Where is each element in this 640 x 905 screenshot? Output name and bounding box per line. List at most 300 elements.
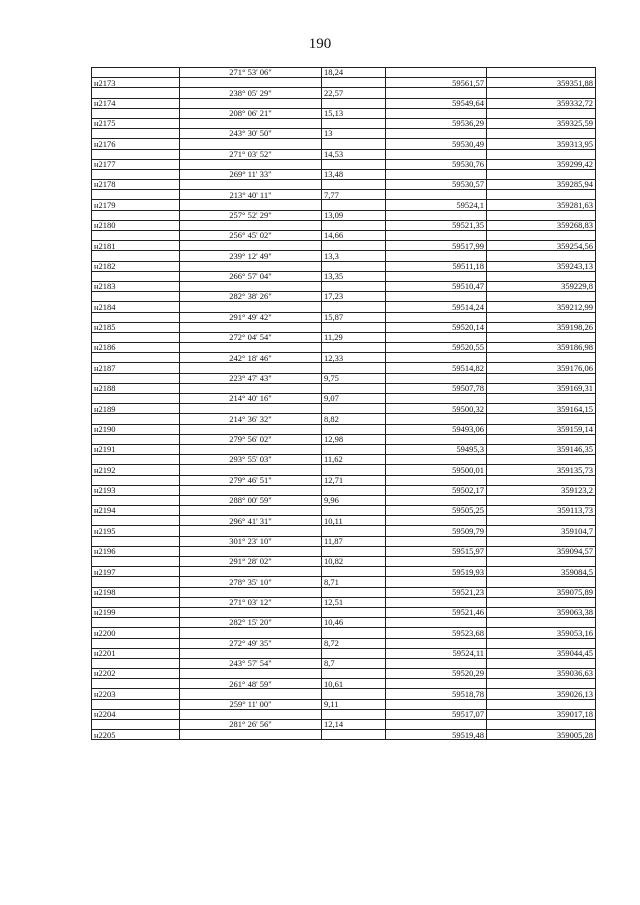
- distance-cell: [322, 302, 386, 312]
- x-coordinate-cell: [386, 190, 487, 200]
- x-coordinate-cell: 59561,57: [386, 78, 487, 88]
- y-coordinate-cell: 359229,8: [487, 281, 596, 291]
- x-coordinate-cell: [386, 312, 487, 322]
- direction-angle-cell: [180, 526, 322, 536]
- distance-cell: 22,57: [322, 88, 386, 98]
- y-coordinate-cell: [487, 68, 596, 78]
- coordinates-table-body: [92, 68, 596, 740]
- direction-angle-cell: 296° 41' 31": [180, 516, 322, 526]
- y-coordinate-cell: 359044,45: [487, 648, 596, 658]
- point-row: [92, 465, 596, 475]
- x-coordinate-cell: 59520,29: [386, 669, 487, 679]
- distance-cell: 14,53: [322, 149, 386, 159]
- y-coordinate-cell: 359243,13: [487, 261, 596, 271]
- distance-cell: [322, 607, 386, 617]
- point-row: [92, 546, 596, 556]
- direction-angle-cell: 239° 12' 49": [180, 251, 322, 261]
- direction-angle-cell: [180, 506, 322, 516]
- direction-angle-cell: 214° 36' 32": [180, 414, 322, 424]
- direction-angle-cell: 291° 49' 42": [180, 312, 322, 322]
- point-name-cell: [92, 68, 180, 78]
- segment-row: [92, 597, 596, 607]
- point-name-cell: н2183: [92, 281, 180, 291]
- x-coordinate-cell: [386, 618, 487, 628]
- y-coordinate-cell: [487, 455, 596, 465]
- y-coordinate-cell: [487, 149, 596, 159]
- y-coordinate-cell: 359005,28: [487, 730, 596, 740]
- x-coordinate-cell: 59505,25: [386, 506, 487, 516]
- y-coordinate-cell: [487, 88, 596, 98]
- distance-cell: [322, 546, 386, 556]
- y-coordinate-cell: [487, 658, 596, 668]
- y-coordinate-cell: 359104,7: [487, 526, 596, 536]
- segment-row: [92, 251, 596, 261]
- direction-angle-cell: [180, 241, 322, 251]
- y-coordinate-cell: [487, 190, 596, 200]
- segment-row: [92, 271, 596, 281]
- direction-angle-cell: 238° 05' 29": [180, 88, 322, 98]
- segment-row: [92, 679, 596, 689]
- x-coordinate-cell: 59507,78: [386, 383, 487, 393]
- y-coordinate-cell: 359075,89: [487, 587, 596, 597]
- segment-row: [92, 536, 596, 546]
- y-coordinate-cell: [487, 231, 596, 241]
- direction-angle-cell: 281° 26' 56": [180, 720, 322, 730]
- point-row: [92, 709, 596, 719]
- x-coordinate-cell: 59500,32: [386, 404, 487, 414]
- direction-angle-cell: 288° 00' 59": [180, 495, 322, 505]
- x-coordinate-cell: 59518,78: [386, 689, 487, 699]
- y-coordinate-cell: 359094,57: [487, 546, 596, 556]
- x-coordinate-cell: 59524,1: [386, 200, 487, 210]
- x-coordinate-cell: 59519,93: [386, 567, 487, 577]
- point-name-cell: [92, 455, 180, 465]
- direction-angle-cell: [180, 281, 322, 291]
- distance-cell: [322, 628, 386, 638]
- point-name-cell: н2182: [92, 261, 180, 271]
- x-coordinate-cell: [386, 353, 487, 363]
- segment-row: [92, 312, 596, 322]
- x-coordinate-cell: 59500,01: [386, 465, 487, 475]
- point-name-cell: [92, 679, 180, 689]
- y-coordinate-cell: [487, 597, 596, 607]
- direction-angle-cell: [180, 404, 322, 414]
- point-row: [92, 444, 596, 454]
- x-coordinate-cell: 59517,07: [386, 709, 487, 719]
- direction-angle-cell: 242° 18' 46": [180, 353, 322, 363]
- direction-angle-cell: [180, 220, 322, 230]
- distance-cell: 8,82: [322, 414, 386, 424]
- x-coordinate-cell: 59520,14: [386, 322, 487, 332]
- x-coordinate-cell: [386, 557, 487, 567]
- direction-angle-cell: 261° 48' 59": [180, 679, 322, 689]
- direction-angle-cell: 272° 49' 35": [180, 638, 322, 648]
- y-coordinate-cell: 359123,2: [487, 485, 596, 495]
- distance-cell: [322, 689, 386, 699]
- point-name-cell: н2199: [92, 607, 180, 617]
- x-coordinate-cell: 59549,64: [386, 98, 487, 108]
- point-row: [92, 506, 596, 516]
- y-coordinate-cell: [487, 353, 596, 363]
- y-coordinate-cell: [487, 414, 596, 424]
- direction-angle-cell: 259° 11' 00": [180, 699, 322, 709]
- distance-cell: [322, 587, 386, 597]
- y-coordinate-cell: [487, 536, 596, 546]
- y-coordinate-cell: [487, 394, 596, 404]
- segment-row: [92, 129, 596, 139]
- point-name-cell: н2187: [92, 363, 180, 373]
- distance-cell: [322, 485, 386, 495]
- point-row: [92, 139, 596, 149]
- point-row: [92, 118, 596, 128]
- x-coordinate-cell: [386, 699, 487, 709]
- point-row: [92, 485, 596, 495]
- segment-row: [92, 577, 596, 587]
- point-name-cell: [92, 312, 180, 322]
- y-coordinate-cell: 359063,38: [487, 607, 596, 617]
- distance-cell: [322, 220, 386, 230]
- point-name-cell: [92, 618, 180, 628]
- point-name-cell: [92, 149, 180, 159]
- point-row: [92, 730, 596, 740]
- x-coordinate-cell: 59523,68: [386, 628, 487, 638]
- direction-angle-cell: [180, 180, 322, 190]
- point-name-cell: [92, 108, 180, 118]
- segment-row: [92, 475, 596, 485]
- distance-cell: 8,7: [322, 658, 386, 668]
- point-name-cell: [92, 577, 180, 587]
- x-coordinate-cell: [386, 129, 487, 139]
- x-coordinate-cell: [386, 658, 487, 668]
- y-coordinate-cell: 359084,5: [487, 567, 596, 577]
- y-coordinate-cell: 359254,56: [487, 241, 596, 251]
- distance-cell: 8,71: [322, 577, 386, 587]
- point-row: [92, 343, 596, 353]
- x-coordinate-cell: 59495,3: [386, 444, 487, 454]
- direction-angle-cell: [180, 648, 322, 658]
- point-name-cell: н2197: [92, 567, 180, 577]
- y-coordinate-cell: [487, 434, 596, 444]
- direction-angle-cell: [180, 628, 322, 638]
- x-coordinate-cell: 59514,82: [386, 363, 487, 373]
- direction-angle-cell: [180, 567, 322, 577]
- segment-row: [92, 332, 596, 342]
- x-coordinate-cell: 59514,24: [386, 302, 487, 312]
- distance-cell: [322, 648, 386, 658]
- y-coordinate-cell: [487, 129, 596, 139]
- segment-row: [92, 210, 596, 220]
- point-name-cell: [92, 699, 180, 709]
- point-name-cell: н2191: [92, 444, 180, 454]
- distance-cell: [322, 139, 386, 149]
- point-name-cell: [92, 597, 180, 607]
- distance-cell: [322, 322, 386, 332]
- point-name-cell: н2201: [92, 648, 180, 658]
- y-coordinate-cell: [487, 475, 596, 485]
- segment-row: [92, 638, 596, 648]
- point-name-cell: н2181: [92, 241, 180, 251]
- point-name-cell: н2175: [92, 118, 180, 128]
- x-coordinate-cell: 59515,97: [386, 546, 487, 556]
- point-name-cell: н2188: [92, 383, 180, 393]
- point-row: [92, 383, 596, 393]
- y-coordinate-cell: 359313,95: [487, 139, 596, 149]
- segment-row: [92, 495, 596, 505]
- distance-cell: [322, 465, 386, 475]
- segment-row: [92, 108, 596, 118]
- point-name-cell: н2189: [92, 404, 180, 414]
- y-coordinate-cell: [487, 516, 596, 526]
- direction-angle-cell: 272° 04' 54": [180, 332, 322, 342]
- y-coordinate-cell: 359268,83: [487, 220, 596, 230]
- x-coordinate-cell: [386, 434, 487, 444]
- point-name-cell: н2196: [92, 546, 180, 556]
- distance-cell: [322, 98, 386, 108]
- x-coordinate-cell: 59530,76: [386, 159, 487, 169]
- point-row: [92, 648, 596, 658]
- distance-cell: 18,24: [322, 68, 386, 78]
- point-name-cell: [92, 251, 180, 261]
- direction-angle-cell: [180, 383, 322, 393]
- direction-angle-cell: 271° 03' 52": [180, 149, 322, 159]
- direction-angle-cell: 208° 06' 21": [180, 108, 322, 118]
- point-name-cell: н2173: [92, 78, 180, 88]
- point-name-cell: н2190: [92, 424, 180, 434]
- point-name-cell: [92, 231, 180, 241]
- distance-cell: 8,72: [322, 638, 386, 648]
- x-coordinate-cell: [386, 373, 487, 383]
- distance-cell: 11,29: [322, 332, 386, 342]
- distance-cell: 9,11: [322, 699, 386, 709]
- y-coordinate-cell: 359026,13: [487, 689, 596, 699]
- direction-angle-cell: 282° 38' 26": [180, 292, 322, 302]
- point-name-cell: н2204: [92, 709, 180, 719]
- coordinates-table: [91, 67, 596, 740]
- distance-cell: 9,75: [322, 373, 386, 383]
- x-coordinate-cell: 59509,79: [386, 526, 487, 536]
- x-coordinate-cell: [386, 455, 487, 465]
- distance-cell: 17,23: [322, 292, 386, 302]
- direction-angle-cell: [180, 363, 322, 373]
- distance-cell: 10,46: [322, 618, 386, 628]
- point-name-cell: [92, 638, 180, 648]
- segment-row: [92, 414, 596, 424]
- x-coordinate-cell: [386, 394, 487, 404]
- distance-cell: 11,62: [322, 455, 386, 465]
- point-row: [92, 261, 596, 271]
- point-row: [92, 159, 596, 169]
- y-coordinate-cell: 359176,06: [487, 363, 596, 373]
- direction-angle-cell: 271° 03' 12": [180, 597, 322, 607]
- x-coordinate-cell: [386, 271, 487, 281]
- y-coordinate-cell: [487, 271, 596, 281]
- x-coordinate-cell: [386, 149, 487, 159]
- point-name-cell: н2203: [92, 689, 180, 699]
- x-coordinate-cell: [386, 169, 487, 179]
- distance-cell: [322, 343, 386, 353]
- distance-cell: [322, 261, 386, 271]
- segment-row: [92, 658, 596, 668]
- distance-cell: 13,48: [322, 169, 386, 179]
- y-coordinate-cell: 359332,72: [487, 98, 596, 108]
- distance-cell: 9,07: [322, 394, 386, 404]
- direction-angle-cell: 223° 47' 43": [180, 373, 322, 383]
- point-name-cell: [92, 495, 180, 505]
- segment-row: [92, 455, 596, 465]
- y-coordinate-cell: [487, 292, 596, 302]
- y-coordinate-cell: [487, 108, 596, 118]
- point-name-cell: [92, 720, 180, 730]
- direction-angle-cell: 243° 57' 54": [180, 658, 322, 668]
- distance-cell: [322, 526, 386, 536]
- direction-angle-cell: 266° 57' 04": [180, 271, 322, 281]
- distance-cell: [322, 506, 386, 516]
- y-coordinate-cell: [487, 312, 596, 322]
- distance-cell: 10,82: [322, 557, 386, 567]
- y-coordinate-cell: 359351,88: [487, 78, 596, 88]
- x-coordinate-cell: 59524,11: [386, 648, 487, 658]
- point-name-cell: [92, 557, 180, 567]
- point-name-cell: [92, 88, 180, 98]
- segment-row: [92, 516, 596, 526]
- direction-angle-cell: [180, 261, 322, 271]
- direction-angle-cell: 256° 45' 02": [180, 231, 322, 241]
- x-coordinate-cell: 59519,48: [386, 730, 487, 740]
- point-name-cell: н2194: [92, 506, 180, 516]
- distance-cell: 10,61: [322, 679, 386, 689]
- direction-angle-cell: 243° 30' 50": [180, 129, 322, 139]
- distance-cell: 13,09: [322, 210, 386, 220]
- point-name-cell: [92, 658, 180, 668]
- x-coordinate-cell: [386, 720, 487, 730]
- point-row: [92, 689, 596, 699]
- y-coordinate-cell: [487, 332, 596, 342]
- y-coordinate-cell: 359036,63: [487, 669, 596, 679]
- point-row: [92, 424, 596, 434]
- y-coordinate-cell: [487, 210, 596, 220]
- y-coordinate-cell: [487, 699, 596, 709]
- distance-cell: [322, 180, 386, 190]
- point-name-cell: н2177: [92, 159, 180, 169]
- direction-angle-cell: 279° 46' 51": [180, 475, 322, 485]
- point-name-cell: [92, 516, 180, 526]
- x-coordinate-cell: 59521,23: [386, 587, 487, 597]
- distance-cell: [322, 404, 386, 414]
- x-coordinate-cell: [386, 88, 487, 98]
- segment-row: [92, 149, 596, 159]
- direction-angle-cell: [180, 465, 322, 475]
- point-name-cell: н2185: [92, 322, 180, 332]
- direction-angle-cell: [180, 343, 322, 353]
- point-name-cell: н2192: [92, 465, 180, 475]
- distance-cell: 12,14: [322, 720, 386, 730]
- point-name-cell: [92, 169, 180, 179]
- segment-row: [92, 618, 596, 628]
- segment-row: [92, 190, 596, 200]
- y-coordinate-cell: 359017,18: [487, 709, 596, 719]
- x-coordinate-cell: [386, 597, 487, 607]
- point-name-cell: [92, 210, 180, 220]
- x-coordinate-cell: 59530,57: [386, 180, 487, 190]
- point-row: [92, 302, 596, 312]
- distance-cell: [322, 78, 386, 88]
- direction-angle-cell: 269° 11' 33": [180, 169, 322, 179]
- point-name-cell: [92, 414, 180, 424]
- distance-cell: 13,35: [322, 271, 386, 281]
- y-coordinate-cell: 359146,35: [487, 444, 596, 454]
- x-coordinate-cell: [386, 516, 487, 526]
- y-coordinate-cell: [487, 577, 596, 587]
- point-name-cell: [92, 292, 180, 302]
- point-name-cell: [92, 434, 180, 444]
- direction-angle-cell: 293° 55' 03": [180, 455, 322, 465]
- point-row: [92, 220, 596, 230]
- distance-cell: 7,77: [322, 190, 386, 200]
- direction-angle-cell: 291° 28' 02": [180, 557, 322, 567]
- direction-angle-cell: [180, 322, 322, 332]
- y-coordinate-cell: 359159,14: [487, 424, 596, 434]
- y-coordinate-cell: 359169,31: [487, 383, 596, 393]
- distance-cell: 13,3: [322, 251, 386, 261]
- y-coordinate-cell: 359186,98: [487, 343, 596, 353]
- distance-cell: 11,87: [322, 536, 386, 546]
- distance-cell: [322, 118, 386, 128]
- distance-cell: 10,11: [322, 516, 386, 526]
- direction-angle-cell: [180, 730, 322, 740]
- segment-row: [92, 88, 596, 98]
- distance-cell: 13: [322, 129, 386, 139]
- distance-cell: 14,66: [322, 231, 386, 241]
- x-coordinate-cell: [386, 292, 487, 302]
- segment-row: [92, 292, 596, 302]
- y-coordinate-cell: 359164,15: [487, 404, 596, 414]
- direction-angle-cell: [180, 302, 322, 312]
- direction-angle-cell: [180, 485, 322, 495]
- segment-row: [92, 68, 596, 78]
- x-coordinate-cell: [386, 108, 487, 118]
- direction-angle-cell: 282° 15' 20": [180, 618, 322, 628]
- x-coordinate-cell: [386, 231, 487, 241]
- x-coordinate-cell: 59511,18: [386, 261, 487, 271]
- point-name-cell: [92, 373, 180, 383]
- y-coordinate-cell: 359285,94: [487, 180, 596, 190]
- y-coordinate-cell: [487, 495, 596, 505]
- x-coordinate-cell: [386, 679, 487, 689]
- direction-angle-cell: [180, 424, 322, 434]
- x-coordinate-cell: [386, 638, 487, 648]
- distance-cell: [322, 424, 386, 434]
- x-coordinate-cell: 59493,06: [386, 424, 487, 434]
- point-row: [92, 567, 596, 577]
- distance-cell: [322, 730, 386, 740]
- point-name-cell: [92, 536, 180, 546]
- y-coordinate-cell: [487, 618, 596, 628]
- direction-angle-cell: [180, 159, 322, 169]
- segment-row: [92, 394, 596, 404]
- segment-row: [92, 434, 596, 444]
- point-name-cell: н2184: [92, 302, 180, 312]
- segment-row: [92, 231, 596, 241]
- point-name-cell: [92, 394, 180, 404]
- segment-row: [92, 699, 596, 709]
- y-coordinate-cell: 359198,26: [487, 322, 596, 332]
- x-coordinate-cell: 59521,46: [386, 607, 487, 617]
- direction-angle-cell: [180, 669, 322, 679]
- x-coordinate-cell: [386, 495, 487, 505]
- page-number: 190: [308, 36, 332, 52]
- point-name-cell: н2205: [92, 730, 180, 740]
- point-name-cell: н2174: [92, 98, 180, 108]
